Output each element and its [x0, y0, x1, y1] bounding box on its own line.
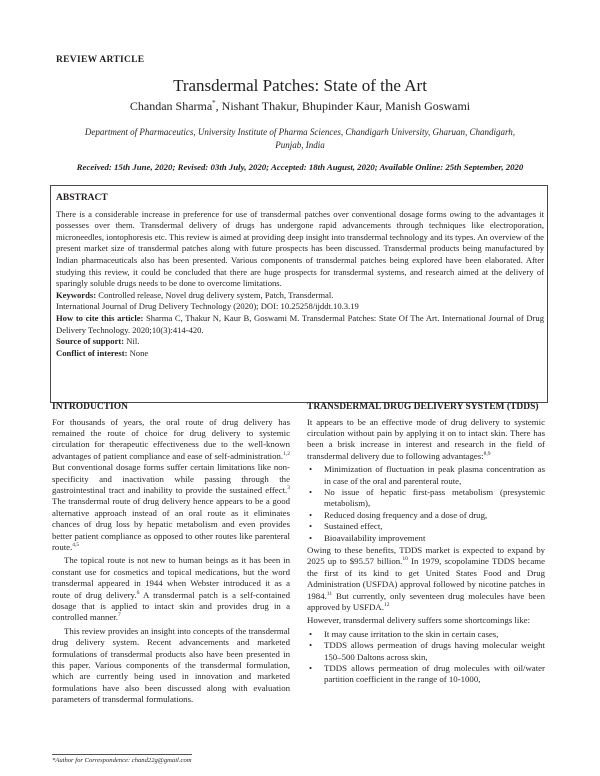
bullet-marker: • [309, 464, 313, 475]
citation-value: Sharma C, Thakur N, Kaur B, Goswami M. Transdermal Patches: State Of The Art. International Journal of Drug Delivery Technology. 2020;10(3):414-420. [56, 312, 544, 335]
bullet-marker: • [309, 640, 313, 651]
intro-p2-text-a: The topical route is not new to human beings as it has been in constant use for cosmetics and topical medications, but the word transdermal appeared in 1944 when Webster introduced it as a route of drug delivery. [52, 555, 290, 600]
abstract-text: There is a considerable increase in preference for use of transdermal patches over conventional dosage forms owing to the advantages it possesses over them. Transdermal delivery of drugs has undergone rapid advancements through techniques like electroporation, microneedles, iontophoresis etc. This review is aimed at providing deep insight into transdermal technology and its types. An overview of the present market size of transdermal patches along with future prospects has been discussed. Transdermal products being manufactured by Indian pharmaceuticals also has been presented. Various components of transdermal patches being explored have been elaborated. After studying this review, it could be concluded that there are huge prospects for transdermal systems, and research aimed at the delivery of sparingly soluble drugs needs to be done to overcome limitations. [56, 208, 544, 289]
author-corresponding: Chandan Sharma [129, 99, 213, 113]
list-item [307, 533, 545, 544]
intro-p1-text-a: For thousands of years, the oral route of drug delivery has remained the route of choice for drug delivery to systemic circulation for therapeutic effectiveness due to the well-known advantages of patient compliance and ease of self-administration. [52, 416, 290, 461]
list-item-text: It may cause irritation to the skin in certain cases, [324, 628, 499, 639]
intro-p2-text-b: A transdermal patch is a self-contained dosage that is applied to intact skin and provides drug in a controlled manner. [52, 589, 291, 623]
support-line [56, 336, 544, 348]
keywords-line [56, 290, 544, 302]
bullet-marker: • [309, 628, 313, 639]
tdds-paragraph-1 [307, 417, 545, 463]
tdds-p2-text-c: But currently, only seventeen drug molecules have been approved by USFDA. [307, 590, 545, 612]
list-item-text: Reduced dosing frequency and a dose of drug, [324, 509, 488, 520]
list-item [307, 629, 545, 640]
citation-ref: 8,9 [483, 450, 491, 457]
conflict-line [56, 348, 544, 360]
support-label: Source of support: [56, 336, 125, 347]
introduction-heading: INTRODUCTION [52, 402, 129, 412]
list-item [307, 640, 545, 663]
citation-ref: 4,5 [72, 542, 80, 549]
citation-ref: 1,2 [283, 450, 290, 457]
conflict-value: None [129, 347, 149, 358]
affiliation: Department of Pharmaceutics, University Institute of Pharma Sciences, Chandigarh University, Gharuan, Chandigarh, Punjab, India [84, 127, 516, 150]
keywords-value: Controlled release, Novel drug delivery system, Patch, Transdermal. [98, 289, 334, 300]
citation-ref: 11 [326, 590, 333, 597]
corresponding-author-mark: * [212, 99, 216, 107]
intro-p1-text-c: The transdermal route of drug delivery hence appears to be a good alternative approach instead of an oral route as it eliminates chances of drug loss by hepatic metabolism and even provides better patient compliance as opposed to other routes like parenteral route. [52, 496, 290, 552]
footnote-divider [52, 754, 192, 755]
tdds-p2-text-b: In 1979, scopolamine TDDS became the first of its kind to get United States Food and Drug Administration (USFDA) approval followed by nicotine patches in 1984. [307, 556, 545, 601]
citation-ref: 3 [287, 485, 290, 492]
shortcomings-list [307, 629, 545, 686]
tdds-heading: TRANSDERMAL DRUG DELIVERY SYSTEM (TDDS) [307, 402, 539, 412]
introduction-paragraph-3: This review provides an insight into concepts of the transdermal drug delivery system. Recent advancements and marketed formulations of transdermal products also have been presented in this paper. Various components of the transdermal formulation, which are currently being used in innovation and marketed formulations have also been discussed along with evaluation parameters of transdermal formulations. [52, 625, 290, 705]
author-others: , Nishant Thakur, Bhupinder Kaur, Manish Goswami [215, 99, 471, 113]
correspondence-footnote: *Author for Correspondence: chand22g@gmail.com [52, 757, 192, 764]
list-item-text: No issue of hepatic first-pass metabolism (presystemic metabolism), [324, 486, 545, 509]
tdds-p1-text: It appears to be an effective mode of drug delivery to systemic circulation without pain by applying it on to intact skin. There has been a brisk increase in interest and research in the field of transdermal delivery due to following advantages: [307, 416, 545, 461]
keywords-label: Keywords: [56, 289, 97, 300]
bullet-marker: • [309, 509, 313, 520]
abstract-heading: ABSTRACT [56, 193, 108, 203]
article-type-label: REVIEW ARTICLE [56, 55, 145, 65]
bullet-marker: • [309, 521, 313, 532]
tdds-paragraph-3: However, transdermal delivery suffers some shortcomings like: [307, 615, 531, 626]
citation-label: How to cite this article: [56, 312, 144, 323]
citation-ref: 6 [136, 589, 140, 596]
citation-ref: 10 [402, 556, 408, 563]
bullet-marker: • [309, 486, 313, 497]
author-list [0, 99, 600, 114]
introduction-column [52, 402, 290, 708]
tdds-p2-text-a: Owing to these benefits, TDDS market is expected to expand by 2025 up to $95.57 billion. [307, 544, 545, 567]
introduction-paragraph-1 [52, 417, 290, 554]
support-value: Nil. [126, 336, 140, 347]
citation-ref: 7 [117, 612, 121, 619]
bullet-marker: • [309, 532, 313, 543]
journal-doi-line: International Journal of Drug Delivery Technology (2020); DOI: 10.25258/ijddt.10.3.19 [56, 301, 359, 312]
intro-p1-text-b: But conventional dosage forms suffer certain limitations like non-specificity and inactivation while passing through the gastrointestinal tract and inability to provide the sustained effect. [52, 462, 290, 495]
list-item-text: Bioavailability improvement [324, 532, 426, 543]
citation-ref: 12 [383, 602, 390, 609]
conflict-label: Conflict of interest: [56, 347, 128, 358]
publication-dates: Received: 15th June, 2020; Revised: 03th July, 2020; Accepted: 18th August, 2020; Available Online: 25th September, 2020 [76, 162, 524, 172]
list-item-text: Minimization of fluctuation in peak plasma concentration as in case of the oral and parenteral route, [324, 464, 545, 486]
bullet-marker: • [309, 663, 313, 674]
advantages-list [307, 464, 545, 544]
list-item [307, 521, 545, 532]
list-item-text: TDDS allows permeation of drug molecules with oil/water partition coefficient in the range of 10-1000, [324, 663, 545, 685]
list-item [307, 487, 545, 510]
list-item-text: Sustained effect, [324, 521, 383, 532]
tdds-paragraph-2 [307, 545, 545, 613]
article-title: Transdermal Patches: State of the Art [173, 76, 427, 95]
list-item-text: TDDS allows permeation of drugs having molecular weight 150–500 Daltons across skin, [324, 640, 545, 662]
list-item [307, 663, 545, 686]
introduction-paragraph-2 [52, 555, 290, 623]
list-item [307, 464, 545, 487]
abstract-section [56, 193, 544, 359]
citation-line [56, 313, 544, 336]
tdds-column [307, 402, 545, 687]
list-item [307, 510, 545, 521]
